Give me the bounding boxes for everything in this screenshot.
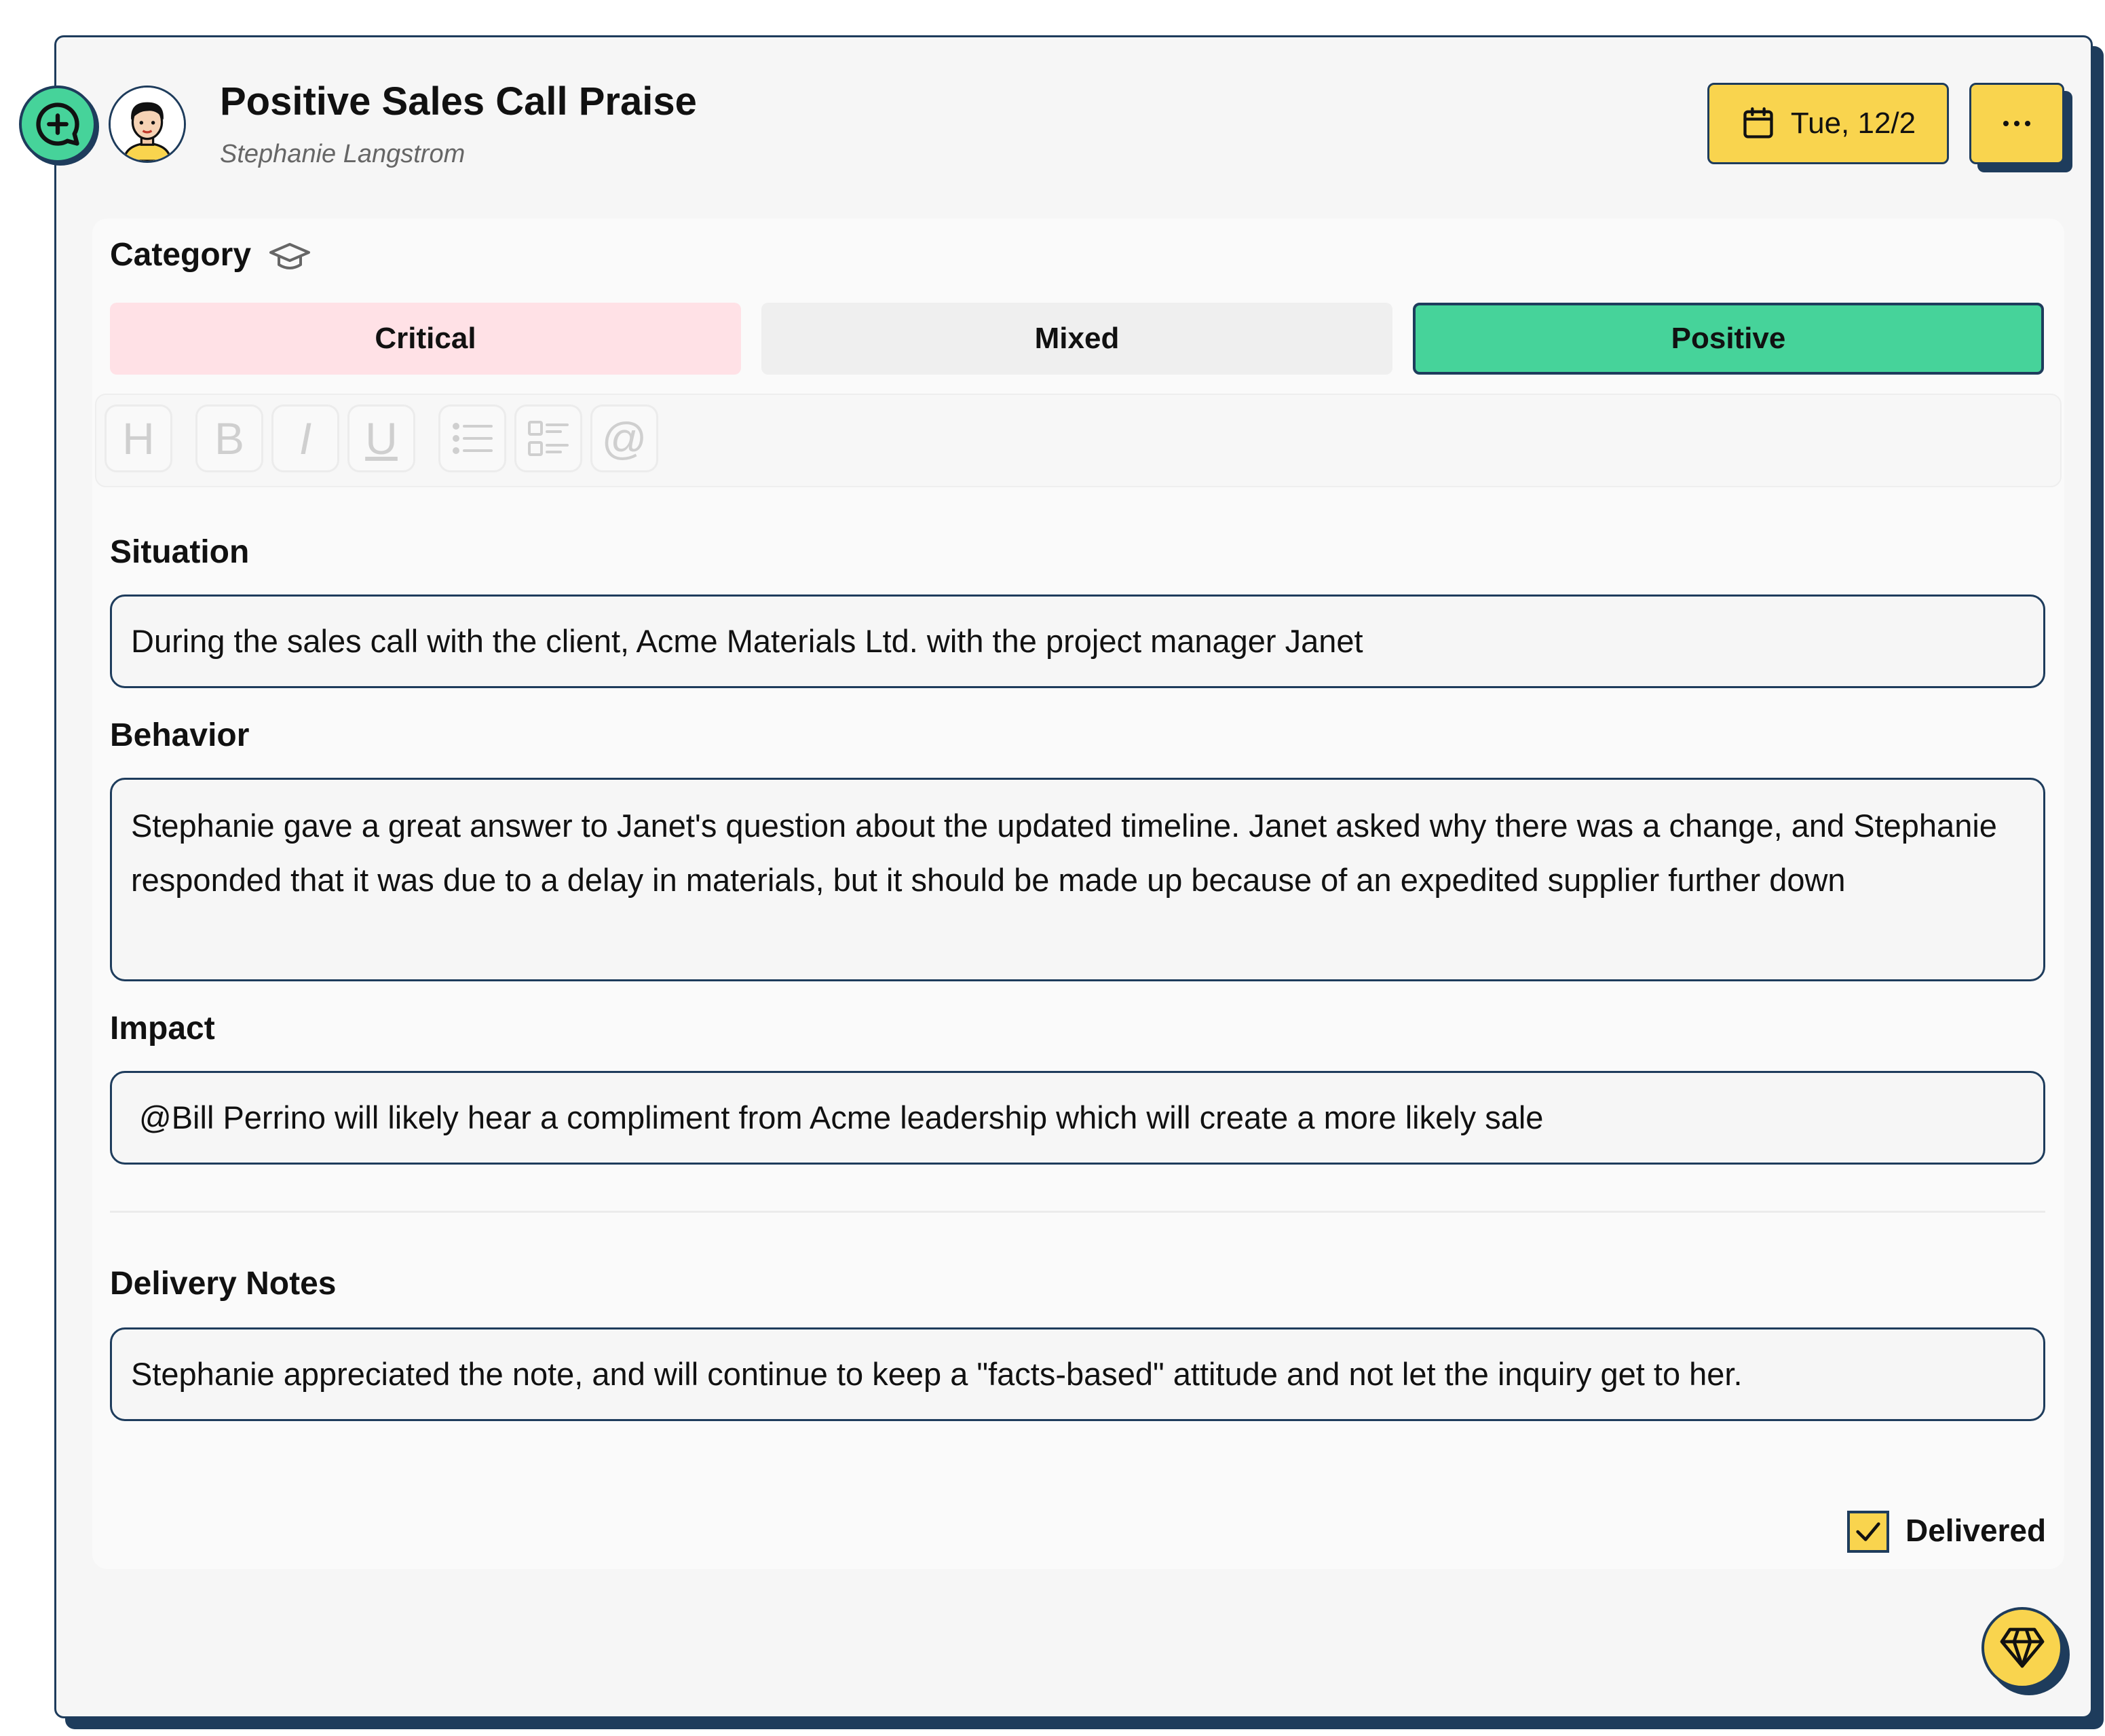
category-critical-button[interactable]: Critical <box>110 303 741 375</box>
gem-button[interactable] <box>1981 1607 2063 1688</box>
underline-button[interactable]: U <box>347 404 415 472</box>
italic-button[interactable]: I <box>271 404 339 472</box>
user-avatar <box>111 88 184 161</box>
gem-icon <box>1998 1623 2047 1672</box>
employee-name: Stephanie Langstrom <box>220 140 466 168</box>
delivered-checkbox[interactable] <box>1847 1511 1889 1553</box>
mention-button[interactable]: @ <box>590 404 658 472</box>
add-comment-button[interactable] <box>19 86 96 163</box>
heading-button[interactable]: H <box>105 404 172 472</box>
calendar-icon <box>1741 106 1776 141</box>
impact-field[interactable]: @Bill Perrino will likely hear a compliment from Acme leadership which will create a more likely sale <box>110 1071 2045 1165</box>
date-button[interactable] <box>1707 83 1949 164</box>
bullet-list-icon <box>451 419 494 457</box>
delivered-label: Delivered <box>1905 1513 2047 1548</box>
bold-button[interactable]: B <box>195 404 263 472</box>
category-label: Category <box>110 236 311 273</box>
check-icon <box>1853 1516 1884 1547</box>
avatar <box>109 86 186 163</box>
ellipsis-icon <box>2000 119 2034 128</box>
category-mixed-button[interactable]: Mixed <box>761 303 1392 375</box>
graduation-cap-icon <box>268 240 311 273</box>
bullet-list-button[interactable] <box>438 404 506 472</box>
behavior-label: Behavior <box>110 717 250 753</box>
category-positive-button[interactable]: Positive <box>1413 303 2044 375</box>
delivery-notes-label: Delivery Notes <box>110 1266 337 1302</box>
more-options-button[interactable] <box>1969 83 2064 164</box>
page-title: Positive Sales Call Praise <box>220 79 697 124</box>
chat-plus-icon <box>32 98 83 150</box>
checklist-button[interactable] <box>514 404 582 472</box>
delivery-notes-field[interactable]: Stephanie appreciated the note, and will continue to keep a "facts-based" attitude and not let the inquiry get to her. <box>110 1327 2045 1421</box>
checklist-icon <box>527 419 570 457</box>
situation-label: Situation <box>110 534 250 570</box>
impact-label: Impact <box>110 1011 215 1046</box>
date-label: Tue, 12/2 <box>1790 107 1916 140</box>
section-divider <box>110 1211 2045 1213</box>
situation-field[interactable]: During the sales call with the client, Acme Materials Ltd. with the project manager Janet <box>110 595 2045 688</box>
behavior-field[interactable]: Stephanie gave a great answer to Janet's question about the updated timeline. Janet asked why there was a change, and Stephanie responded that it was due to a delay in materials, but it should be made up because of an expedited supplier further down <box>110 778 2045 981</box>
